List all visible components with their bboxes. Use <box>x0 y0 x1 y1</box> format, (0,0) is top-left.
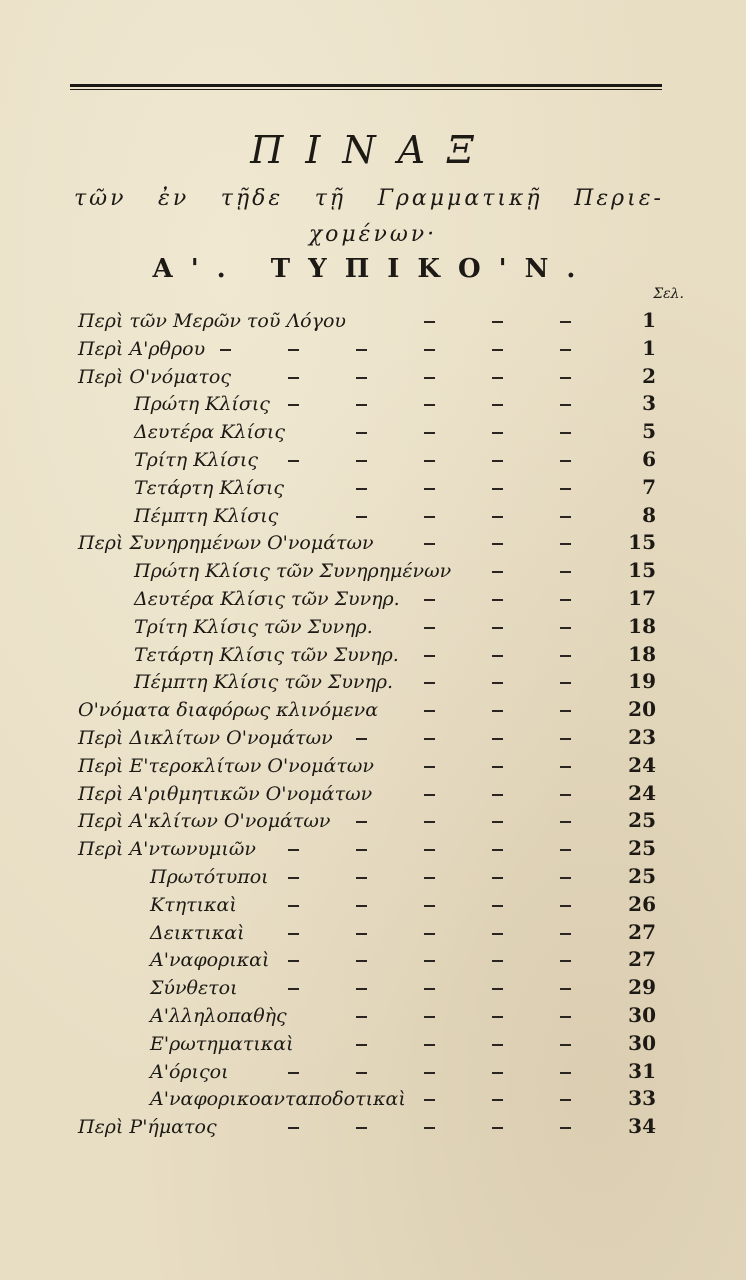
toc-entry-page: 26 <box>628 891 656 916</box>
leader-dash <box>424 933 435 935</box>
leader-dash <box>288 349 299 351</box>
leader-dash <box>492 543 503 545</box>
leader-dash <box>424 377 435 379</box>
toc-entry-page: 7 <box>642 474 656 499</box>
toc-entry <box>0 947 746 975</box>
leader-dash <box>560 877 571 879</box>
leader-dash <box>492 1016 503 1018</box>
subtitle-line-1 <box>74 186 664 211</box>
toc-entry <box>0 975 746 1003</box>
toc-entry <box>0 419 746 447</box>
toc-entry-page: 29 <box>628 975 656 1000</box>
header-rule <box>70 84 662 90</box>
leader-dash <box>288 1127 299 1129</box>
toc-entry-label: Περὶ τῶν Μερῶν τοῦ Λόγου <box>78 310 346 332</box>
page-title: ΠΙΝΑΞ <box>250 128 496 172</box>
leader-dash <box>492 877 503 879</box>
toc-entry <box>0 669 746 697</box>
leader-dash <box>288 849 299 851</box>
toc-entry-label: Περὶ Α'κλίτων Ο'νομάτων <box>78 810 331 833</box>
toc-entry-label: Δεικτικαὶ <box>150 921 245 944</box>
toc-entry-label: Τρίτη Κλίσις τῶν Συνηρ. <box>134 615 373 638</box>
leader-dash <box>424 655 435 657</box>
leader-dash <box>492 960 503 962</box>
toc-entry-page: 2 <box>642 363 656 388</box>
leader-dash <box>560 543 571 545</box>
leader-dash <box>560 1072 571 1074</box>
leader-dash <box>492 321 503 323</box>
leader-dash <box>356 404 367 406</box>
leader-dash <box>560 349 571 351</box>
leader-dash <box>288 933 299 935</box>
toc-entry-page: 1 <box>642 335 656 360</box>
leader-dash <box>492 738 503 740</box>
toc-entry-label: Περὶ Ο'νόματος <box>78 365 231 388</box>
leader-dash <box>560 1016 571 1018</box>
toc-entry-page: 27 <box>628 947 656 972</box>
leader-dash <box>492 849 503 851</box>
leader-dash <box>560 516 571 518</box>
toc-entry-page: 15 <box>628 558 656 583</box>
leader-dash <box>424 349 435 351</box>
toc-entry-page: 20 <box>628 697 656 722</box>
toc-entry-page: 1 <box>642 308 656 332</box>
toc-entry <box>0 892 746 920</box>
leader-dash <box>424 738 435 740</box>
leader-dash <box>560 321 571 323</box>
leader-dash <box>492 460 503 462</box>
toc-entry-label: Περὶ Ε'τεροκλίτων Ο'νομάτων <box>78 754 374 777</box>
leader-dash <box>356 1127 367 1129</box>
leader-dash <box>560 571 571 573</box>
leader-dash <box>424 849 435 851</box>
toc-entry-label: Τρίτη Κλίσις <box>134 448 258 471</box>
leader-dash <box>492 377 503 379</box>
leader-dash <box>356 1016 367 1018</box>
leader-dash <box>560 682 571 684</box>
leader-dash <box>424 794 435 796</box>
toc-entry <box>0 530 746 558</box>
leader-dash <box>356 988 367 990</box>
table-of-contents <box>0 308 746 1142</box>
leader-dash <box>356 432 367 434</box>
toc-entry-page: 30 <box>628 1030 656 1055</box>
toc-entry <box>0 558 746 586</box>
leader-dash <box>356 1044 367 1046</box>
leader-dash <box>560 738 571 740</box>
leader-dash <box>424 599 435 601</box>
leader-dash <box>492 794 503 796</box>
toc-entry-label: Περὶ Συνηρημένων Ο'νομάτων <box>78 532 374 555</box>
leader-dash <box>288 404 299 406</box>
leader-dash <box>492 766 503 768</box>
leader-dash <box>492 627 503 629</box>
leader-dash <box>424 1099 435 1101</box>
leader-dash <box>492 1044 503 1046</box>
leader-dash <box>356 738 367 740</box>
leader-dash <box>220 349 231 351</box>
toc-entry <box>0 364 746 392</box>
toc-entry-page: 6 <box>642 446 656 471</box>
toc-entry <box>0 391 746 419</box>
subtitle-word: Γραμματικῇ <box>377 186 543 211</box>
leader-dash <box>560 1044 571 1046</box>
toc-entry <box>0 1003 746 1031</box>
page-column-label: Σελ. <box>653 286 684 302</box>
toc-entry-label: Περὶ Δικλίτων Ο'νομάτων <box>78 726 333 749</box>
leader-dash <box>492 710 503 712</box>
leader-dash <box>356 516 367 518</box>
leader-dash <box>560 599 571 601</box>
leader-dash <box>560 905 571 907</box>
toc-entry-page: 17 <box>628 585 656 610</box>
leader-dash <box>424 766 435 768</box>
toc-entry-label: Τετάρτη Κλίσις <box>134 476 285 499</box>
leader-dash <box>288 1072 299 1074</box>
leader-dash <box>560 933 571 935</box>
toc-entry-page: 31 <box>628 1058 656 1083</box>
leader-dash <box>560 460 571 462</box>
leader-dash <box>492 682 503 684</box>
toc-entry-label: Περὶ Α'ρθρου <box>78 337 206 360</box>
toc-entry-label: Τετάρτη Κλίσις τῶν Συνηρ. <box>134 643 399 666</box>
toc-entry-label: Περὶ Ρ'ήματος <box>78 1116 217 1139</box>
toc-entry <box>0 1059 746 1087</box>
toc-entry-label: Πέμπτη Κλίσις τῶν Συνηρ. <box>134 671 394 694</box>
toc-entry-page: 30 <box>628 1002 656 1027</box>
toc-entry-label: Α'όριςοι <box>150 1060 229 1083</box>
toc-entry-page: 25 <box>628 836 656 861</box>
leader-dash <box>560 794 571 796</box>
leader-dash <box>560 1099 571 1101</box>
toc-entry <box>0 614 746 642</box>
leader-dash <box>424 988 435 990</box>
toc-entry-page: 33 <box>628 1086 656 1111</box>
toc-entry <box>0 503 746 531</box>
toc-entry <box>0 447 746 475</box>
leader-dash <box>356 960 367 962</box>
leader-dash <box>492 1099 503 1101</box>
toc-entry-label: Α'ναφορικαὶ <box>150 949 270 972</box>
toc-entry-label: Δευτέρα Κλίσις τῶν Συνηρ. <box>134 587 400 610</box>
section-title: Α'. ΤΥΠΙΚΟ'Ν. <box>152 254 594 284</box>
leader-dash <box>492 432 503 434</box>
leader-dash <box>560 627 571 629</box>
toc-entry <box>0 781 746 809</box>
leader-dash <box>424 543 435 545</box>
subtitle-word: Περιε- <box>574 186 664 211</box>
leader-dash <box>492 1072 503 1074</box>
leader-dash <box>560 404 571 406</box>
subtitle-word: τῇ <box>314 186 347 211</box>
toc-entry <box>0 642 746 670</box>
toc-entry-label: Δευτέρα Κλίσις <box>134 421 285 444</box>
leader-dash <box>560 655 571 657</box>
leader-dash <box>492 655 503 657</box>
leader-dash <box>424 877 435 879</box>
leader-dash <box>424 1016 435 1018</box>
leader-dash <box>424 488 435 490</box>
leader-dash <box>560 1127 571 1129</box>
leader-dash <box>560 710 571 712</box>
subtitle-word: τῇδε <box>220 186 284 211</box>
toc-entry <box>0 920 746 948</box>
leader-dash <box>288 460 299 462</box>
toc-entry <box>0 753 746 781</box>
leader-dash <box>356 877 367 879</box>
leader-dash <box>424 432 435 434</box>
leader-dash <box>424 516 435 518</box>
toc-entry-page: 27 <box>628 919 656 944</box>
leader-dash <box>288 877 299 879</box>
toc-entry-page: 15 <box>628 530 656 555</box>
leader-dash <box>356 849 367 851</box>
leader-dash <box>424 1072 435 1074</box>
leader-dash <box>560 377 571 379</box>
leader-dash <box>424 1044 435 1046</box>
leader-dash <box>560 960 571 962</box>
toc-entry <box>0 308 746 336</box>
leader-dash <box>356 460 367 462</box>
toc-entry-page: 23 <box>628 724 656 749</box>
toc-entry-label: Πρώτη Κλίσις τῶν Συνηρημένων <box>134 560 452 583</box>
toc-entry-page: 25 <box>628 808 656 833</box>
toc-entry-page: 24 <box>628 780 656 805</box>
leader-dash <box>424 682 435 684</box>
toc-entry-label: Περὶ Α'ριθμητικῶν Ο'νομάτων <box>78 782 373 805</box>
leader-dash <box>424 627 435 629</box>
leader-dash <box>424 905 435 907</box>
toc-entry <box>0 697 746 725</box>
leader-dash <box>288 377 299 379</box>
leader-dash <box>424 404 435 406</box>
toc-entry <box>0 336 746 364</box>
toc-entry <box>0 475 746 503</box>
toc-entry <box>0 1114 746 1142</box>
leader-dash <box>424 960 435 962</box>
leader-dash <box>356 377 367 379</box>
leader-dash <box>492 349 503 351</box>
toc-entry <box>0 836 746 864</box>
leader-dash <box>492 404 503 406</box>
toc-entry-page: 24 <box>628 752 656 777</box>
toc-entry-page: 8 <box>642 502 656 527</box>
toc-entry-label: Περὶ Α'ντωνυμιῶν <box>78 838 256 861</box>
leader-dash <box>356 821 367 823</box>
toc-entry-label: Ε'ρωτηματικαὶ <box>150 1032 294 1055</box>
toc-entry <box>0 586 746 614</box>
leader-dash <box>356 933 367 935</box>
leader-dash <box>492 905 503 907</box>
toc-entry-page: 5 <box>642 419 656 444</box>
subtitle-line-2: χομένων· <box>308 222 438 247</box>
toc-entry <box>0 864 746 892</box>
leader-dash <box>560 988 571 990</box>
toc-entry-page: 18 <box>628 613 656 638</box>
leader-dash <box>492 933 503 935</box>
leader-dash <box>492 516 503 518</box>
toc-entry-page: 25 <box>628 863 656 888</box>
leader-dash <box>356 905 367 907</box>
toc-entry-page: 19 <box>628 669 656 694</box>
leader-dash <box>560 488 571 490</box>
toc-entry-label: Α'ναφορικοανταποδοτικαὶ <box>150 1088 406 1111</box>
toc-entry <box>0 725 746 753</box>
toc-entry-label: Πρώτη Κλίσις <box>134 393 270 416</box>
leader-dash <box>424 1127 435 1129</box>
leader-dash <box>356 1072 367 1074</box>
subtitle-word: ἐν <box>158 186 190 211</box>
leader-dash <box>492 988 503 990</box>
leader-dash <box>492 1127 503 1129</box>
toc-entry <box>0 1086 746 1114</box>
leader-dash <box>560 849 571 851</box>
toc-entry-label: Κτητικαὶ <box>150 893 237 916</box>
leader-dash <box>424 821 435 823</box>
leader-dash <box>424 321 435 323</box>
subtitle-word: τῶν <box>74 186 127 211</box>
leader-dash <box>492 488 503 490</box>
toc-entry-label: Α'λληλοπαθὴς <box>150 1004 287 1027</box>
leader-dash <box>356 488 367 490</box>
leader-dash <box>288 960 299 962</box>
leader-dash <box>492 571 503 573</box>
leader-dash <box>560 821 571 823</box>
toc-entry-page: 34 <box>628 1114 656 1139</box>
toc-entry-page: 3 <box>642 391 656 416</box>
leader-dash <box>288 905 299 907</box>
toc-entry <box>0 1031 746 1059</box>
leader-dash <box>492 821 503 823</box>
leader-dash <box>356 349 367 351</box>
leader-dash <box>492 599 503 601</box>
leader-dash <box>560 766 571 768</box>
toc-entry-label: Πρωτότυποι <box>150 865 269 888</box>
leader-dash <box>424 460 435 462</box>
toc-entry-label: Πέμπτη Κλίσις <box>134 504 279 527</box>
leader-dash <box>288 988 299 990</box>
leader-dash <box>424 710 435 712</box>
toc-entry-label: Ο'νόματα διαφόρως κλινόμενα <box>78 699 379 722</box>
toc-entry <box>0 808 746 836</box>
toc-entry-page: 18 <box>628 641 656 666</box>
leader-dash <box>560 432 571 434</box>
toc-entry-label: Σύνθετοι <box>150 977 238 1000</box>
